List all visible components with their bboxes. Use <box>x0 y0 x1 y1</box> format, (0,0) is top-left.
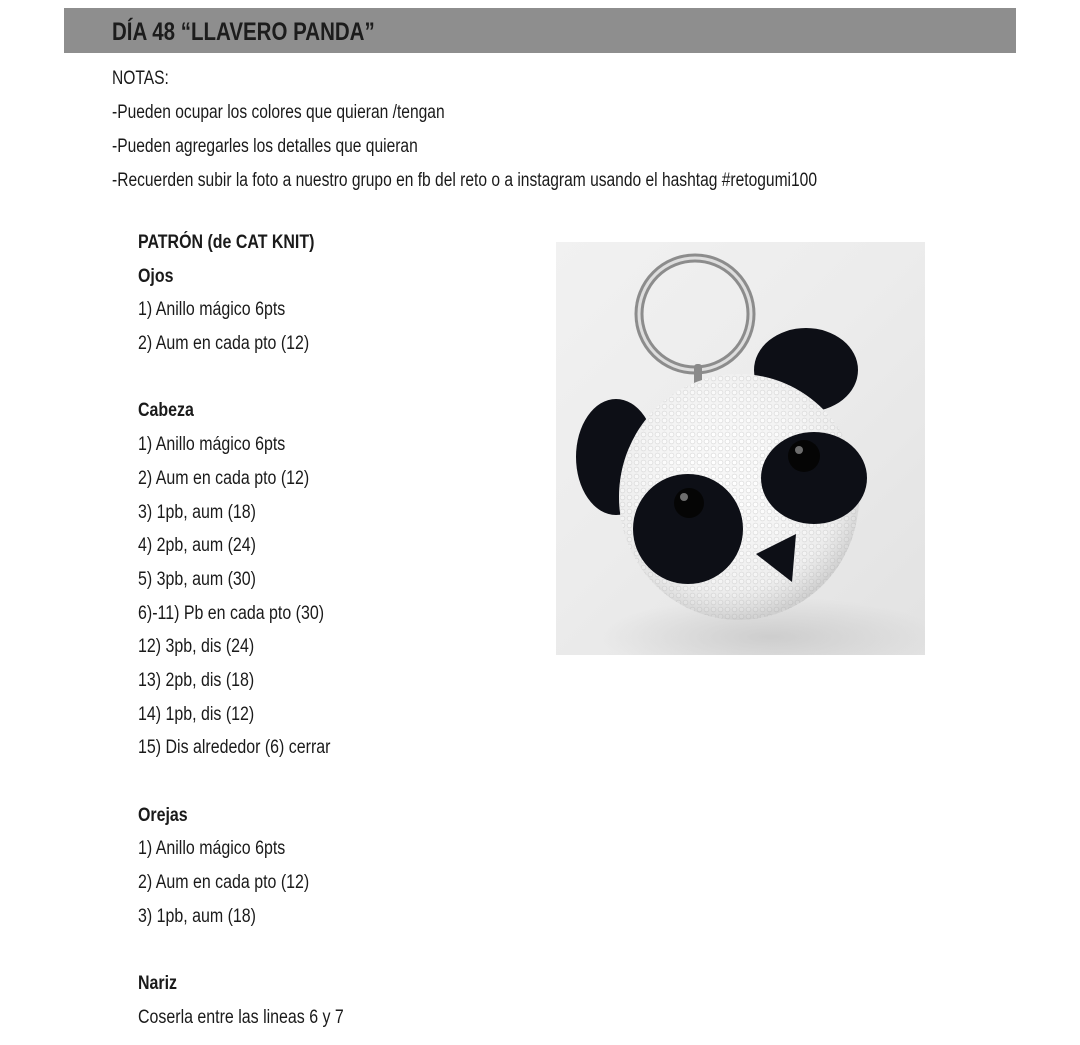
page-title: DÍA 48 “LLAVERO PANDA” <box>112 18 375 46</box>
left-eye <box>674 488 704 518</box>
pattern-step: 1) Anillo mágico 6pts <box>138 434 286 456</box>
panda-illustration <box>556 242 925 655</box>
pattern-step: 2) Aum en cada pto (12) <box>138 333 310 355</box>
pattern-step: 12) 3pb, dis (24) <box>138 636 255 658</box>
note-line-3: -Recuerden subir la foto a nuestro grupo en fb del reto o a instagram usando el hashtag #retogumi100 <box>112 170 818 191</box>
pattern-title: PATRÓN (de CAT KNIT) <box>138 232 315 253</box>
note-line-2: -Pueden agregarles los detalles que quieran <box>112 136 418 157</box>
notes-block <box>112 62 817 198</box>
pattern-step: 3) 1pb, aum (18) <box>138 501 256 523</box>
pattern-step: 3) 1pb, aum (18) <box>138 905 256 927</box>
pattern-step: 2) Aum en cada pto (12) <box>138 872 310 894</box>
pattern-step: 1) Anillo mágico 6pts <box>138 299 286 321</box>
pattern-step: 13) 2pb, dis (18) <box>138 669 255 691</box>
pattern-step: 5) 3pb, aum (30) <box>138 568 256 590</box>
section-heading-cabeza: Cabeza <box>138 400 194 422</box>
pattern-step: Coserla entre las lineas 6 y 7 <box>138 1006 344 1028</box>
pattern-step: 4) 2pb, aum (24) <box>138 535 256 557</box>
note-line-1: -Pueden ocupar los colores que quieran /tengan <box>112 102 445 123</box>
pattern-step: 14) 1pb, dis (12) <box>138 703 255 725</box>
section-heading-orejas: Orejas <box>138 804 188 826</box>
pattern-block <box>138 226 344 1035</box>
pattern-step: 6)-11) Pb en cada pto (30) <box>138 602 325 624</box>
panda-keychain-photo <box>556 242 925 655</box>
section-heading-nariz: Nariz <box>138 973 178 995</box>
pattern-step: 15) Dis alrededor (6) cerrar <box>138 737 331 759</box>
pattern-step: 2) Aum en cada pto (12) <box>138 467 310 489</box>
section-heading-ojos: Ojos <box>138 265 174 287</box>
right-eye <box>788 440 820 472</box>
pattern-step: 1) Anillo mágico 6pts <box>138 838 286 860</box>
notes-heading: NOTAS: <box>112 68 169 89</box>
